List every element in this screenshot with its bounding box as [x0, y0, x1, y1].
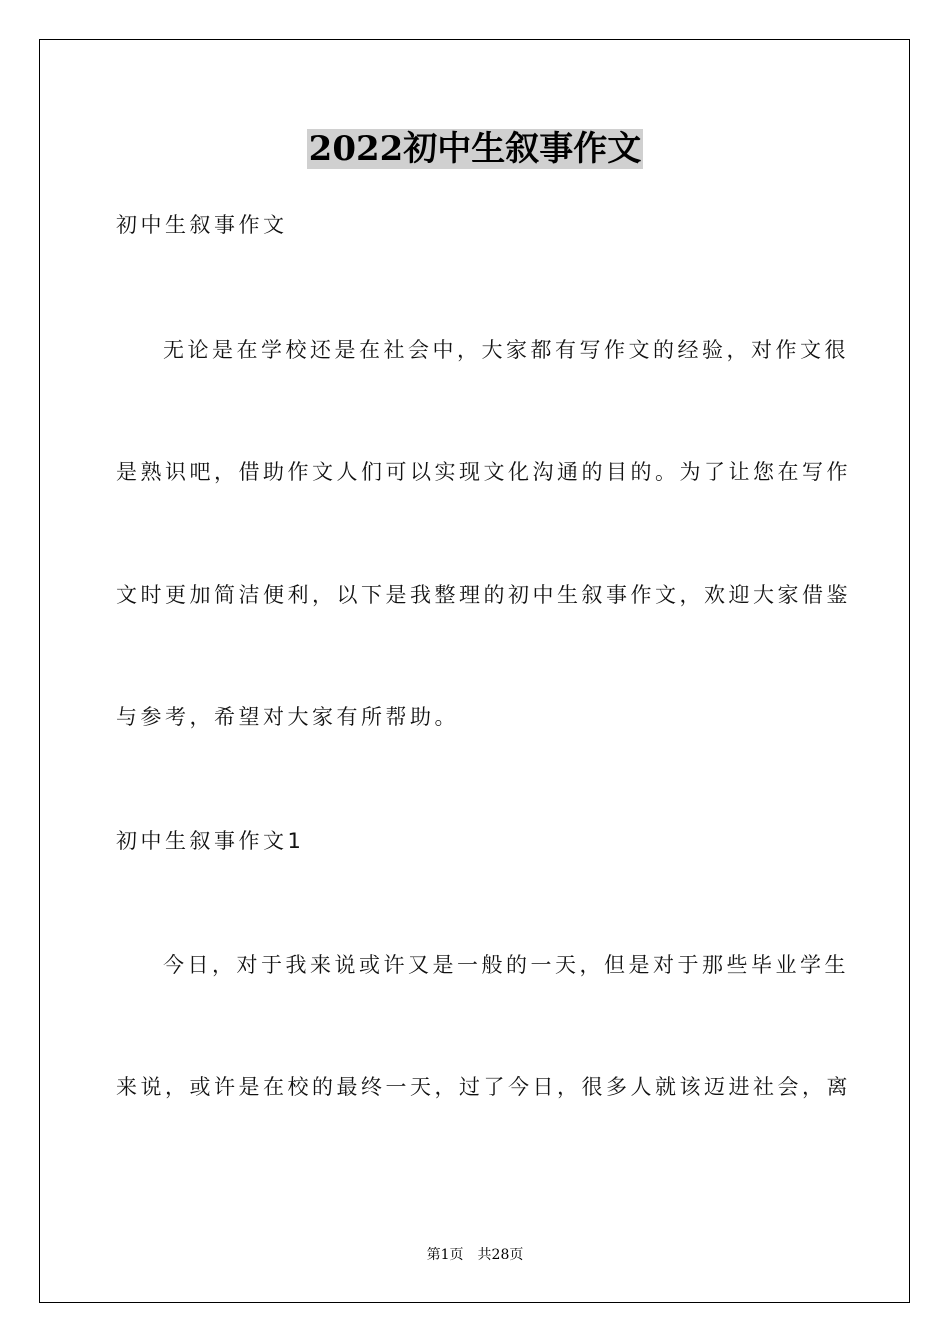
section-line-1: 今日，对于我来说或许又是一般的一天，但是对于那些毕业学生 [163, 953, 849, 977]
page-number: 第1页 [426, 1247, 464, 1263]
intro-line-1: 无论是在学校还是在社会中，大家都有写作文的经验，对作文很 [163, 338, 849, 362]
intro-line-4: 与参考，希望对大家有所帮助。 [116, 705, 459, 729]
section-heading: 初中生叙事作文1 [116, 829, 305, 853]
page-footer [0, 1244, 950, 1264]
intro-line-2: 是熟识吧，借助作文人们可以实现文化沟通的目的。为了让您在写作 [116, 460, 851, 484]
section-line-2: 来说，或许是在校的最终一天，过了今日，很多人就该迈进社会，离 [116, 1075, 851, 1099]
document-title: 2022初中生叙事作文 [308, 129, 642, 169]
intro-line-3: 文时更加简洁便利，以下是我整理的初中生叙事作文，欢迎大家借鉴 [116, 583, 851, 607]
page-total: 共28页 [477, 1247, 524, 1263]
subtitle: 初中生叙事作文 [116, 213, 288, 237]
